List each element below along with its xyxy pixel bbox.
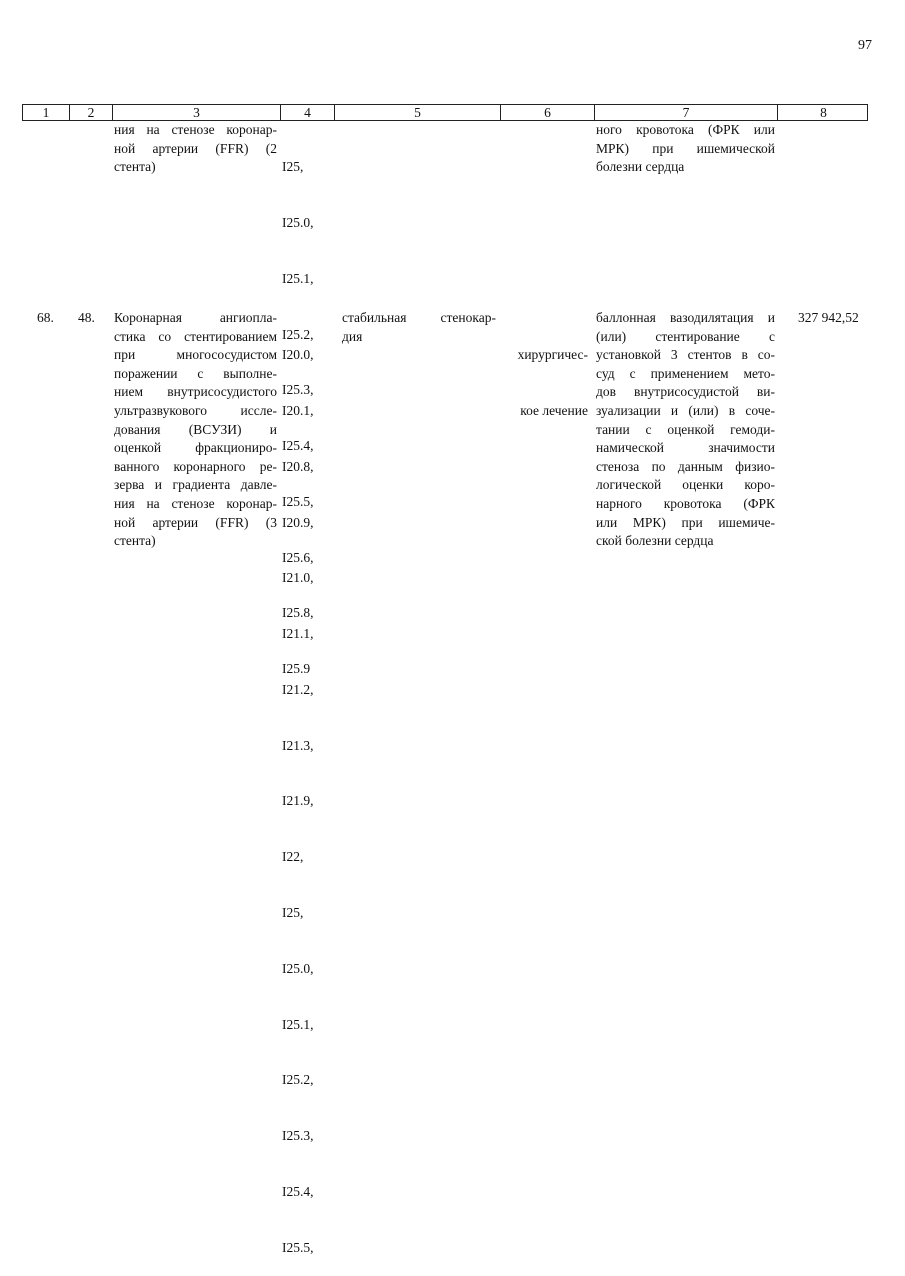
icd-code: I25.4, [282, 438, 314, 454]
disease-model [342, 309, 496, 346]
icd-code: I25.1, [282, 1016, 314, 1032]
text-line: стеноза по данным физио- [596, 458, 775, 474]
text-line: ной артерии (FFR) (3 [114, 514, 277, 530]
price-value: 327 942,52 [798, 310, 859, 325]
header-cell-2: 2 [69, 105, 112, 120]
icd-code: I25.0, [282, 214, 314, 230]
text-line: баллонная вазодилятация и [596, 310, 775, 325]
text-line: дования (ВСУЗИ) и [114, 421, 277, 437]
icd-code: I25.5, [282, 493, 314, 509]
text-line: зуализации и (или) в соче- [596, 402, 775, 418]
row-number: 68. [37, 310, 54, 325]
icd-code: I21.2, [282, 681, 314, 697]
continuation-col7 [596, 121, 775, 177]
icd-code: I21.9, [282, 793, 314, 809]
header-cell-1: 1 [42, 105, 50, 120]
icd-code: I20.1, [282, 402, 314, 418]
text-line: стента) [114, 159, 156, 175]
text-line: зерва и градиента давле- [114, 477, 277, 493]
header-cell-5: 5 [334, 105, 500, 120]
icd-code: I25.6, [282, 549, 314, 565]
text-line: хирургичес- [517, 347, 588, 363]
text-line: дия [342, 328, 363, 344]
icd-code: I25.4, [282, 1183, 314, 1199]
text-line: дов внутрисосудистой ви- [596, 384, 775, 400]
text-line: тании с оценкой гемоди- [596, 421, 775, 437]
icd-code: I25, [282, 905, 304, 920]
icd-code: I20.9, [282, 514, 314, 530]
text-line: стента) [114, 533, 156, 549]
icd-code: I21.3, [282, 737, 314, 753]
text-line: ной артерии (FFR) (2 [114, 140, 277, 156]
continuation-col3 [114, 121, 277, 177]
header-cell-8: 8 [777, 105, 869, 120]
icd-code: I20.0, [282, 347, 314, 363]
text-line: или МРК) при ишемиче- [596, 514, 775, 530]
icd-code: I25.8, [282, 605, 314, 621]
text-line: суд с применением мето- [596, 365, 775, 381]
icd-code: I21.1, [282, 626, 314, 642]
icd-code: I25.2, [282, 326, 314, 342]
text-line: ультразвукового иссле- [114, 402, 277, 418]
treatment-method [596, 309, 775, 551]
icd-code: I25.9 [282, 661, 311, 677]
text-line: установкой 3 стентов в со- [596, 347, 775, 363]
icd-code: I25.2, [282, 1072, 314, 1088]
icd-codes [282, 309, 334, 1276]
icd-code: I25.5, [282, 1239, 314, 1255]
icd-code: I25.1, [282, 270, 314, 286]
header-cell-7: 7 [594, 105, 777, 120]
text-line: ской болезни сердца [596, 533, 714, 549]
table-header-row [22, 104, 868, 121]
text-line: МРК) при ишемической [596, 140, 775, 156]
text-line: (или) стентирование с [596, 328, 775, 344]
icd-code: I25.3, [282, 382, 314, 398]
page-number: 97 [858, 38, 872, 53]
row-subnumber: 48. [78, 310, 95, 325]
icd-code: I21.0, [282, 570, 314, 586]
icd-code: I20.8, [282, 458, 314, 474]
text-line: ния на стенозе коронар- [114, 122, 277, 137]
treatment-type [500, 309, 588, 439]
text-line: оценкой фракциониро- [114, 440, 277, 456]
text-line: стика со стентированием [114, 328, 277, 344]
icd-code: I25, [282, 159, 304, 175]
text-line: намической значимости [596, 440, 775, 456]
header-cell-6: 6 [500, 105, 594, 120]
text-line: нием внутрисосудистого [114, 384, 277, 400]
icd-code: I25.3, [282, 1128, 314, 1144]
text-line: ного кровотока (ФРК или [596, 122, 775, 137]
icd-code: I25.0, [282, 960, 314, 976]
header-cell-3: 3 [112, 105, 280, 120]
text-line: Коронарная ангиопла- [114, 310, 277, 325]
text-line: поражении с выполне- [114, 365, 277, 381]
text-line: болезни сердца [596, 159, 685, 175]
icd-code: I22, [282, 849, 304, 865]
header-cell-4: 4 [280, 105, 334, 120]
procedure-name [114, 309, 277, 551]
text-line: кое лечение [520, 402, 588, 418]
text-line: ния на стенозе коронар- [114, 495, 277, 511]
text-line: стабильная стенокар- [342, 310, 496, 325]
text-line: логической оценки коро- [596, 477, 775, 493]
text-line: при многососудистом [114, 347, 277, 363]
text-line: ванного коронарного ре- [114, 458, 277, 474]
text-line: нарного кровотока (ФРК [596, 495, 775, 511]
